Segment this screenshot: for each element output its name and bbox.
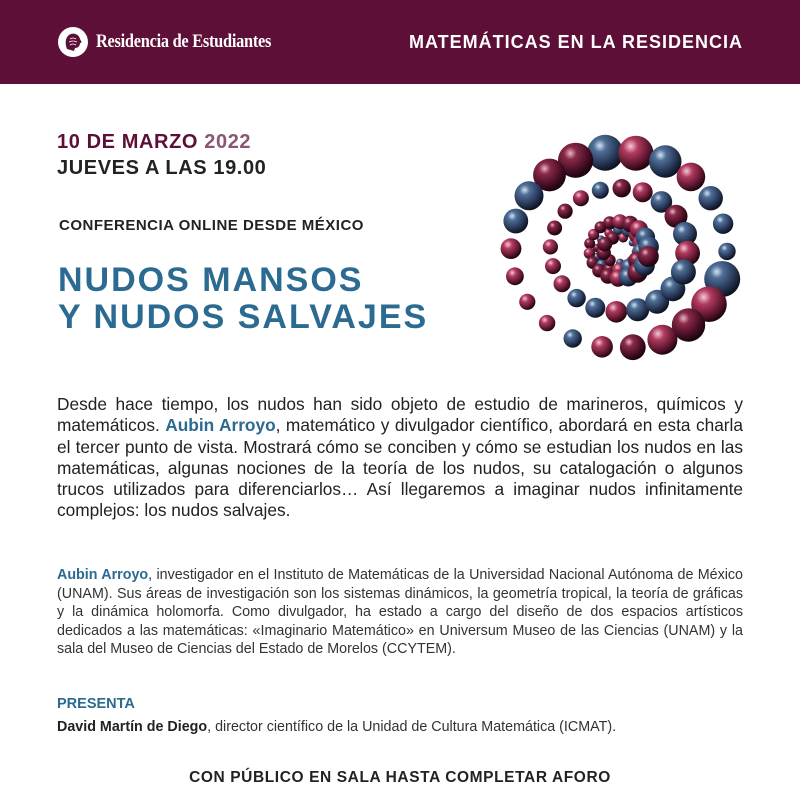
- head-profile-icon: [58, 27, 88, 57]
- event-title-line2: Y NUDOS SALVAJES: [58, 298, 429, 336]
- description-speaker-name: Aubin Arroyo: [165, 415, 276, 436]
- knot-bead: [539, 315, 555, 331]
- bio-speaker-name: Aubin Arroyo: [57, 567, 149, 583]
- event-format: CONFERENCIA ONLINE DESDE MÉXICO: [59, 217, 364, 234]
- logo-text: Residencia de Estudiantes: [96, 31, 272, 52]
- knot-bead: [585, 298, 605, 318]
- knot-bead: [587, 135, 623, 171]
- knot-bead: [506, 267, 524, 285]
- knot-bead: [718, 243, 735, 260]
- knot-bead: [618, 136, 653, 171]
- knot-bead: [613, 179, 631, 197]
- bio-text: , investigador en el Instituto de Matemáticas de la Universidad Nacional Autónoma de México (UNAM). Sus áreas de investigación son los sistemas dinámicos, la geometría tropical, la teoría de gráficas y la dinámica holomorfa. Como divulgador, ha estado a cargo del diseño de dos espacios artísticos dedicados a las matemáticas: «Imaginario Matemático» en Universum Museo de las Ciencias (UNAM) y la sala del Museo de Ciencias del Estado de Morelos (CCYTEM).: [57, 567, 744, 658]
- event-title: [58, 262, 428, 336]
- knot-bead: [567, 289, 585, 307]
- knot-bead: [554, 275, 571, 292]
- knot-bead: [677, 163, 706, 192]
- presenter-name: David Martín de Diego: [57, 719, 208, 735]
- knot-bead: [649, 145, 681, 177]
- knot-bead: [519, 294, 535, 310]
- knot-bead: [592, 182, 609, 199]
- knot-bead: [647, 325, 677, 355]
- series-title: MATEMÁTICAS EN LA RESIDENCIA: [409, 32, 743, 52]
- knot-bead: [503, 209, 528, 234]
- knot-bead: [671, 260, 696, 285]
- description-text-2: , matemático y divulgador científico, abordará en esta charla el tercer punto de vista. Mostrará cómo se conciben y cómo se estudian los nudos en las matemáticas, algunas nociones de la teoría de los nudos, su catalogación o algunos trucos utilizados para diferenciarlos… Así llegaremos a imaginar nudos infinitamente complejos: los nudos salvajes.: [57, 415, 744, 521]
- knot-bead: [543, 239, 558, 254]
- event-date-year: 2022: [204, 131, 252, 153]
- speaker-bio: [57, 566, 743, 659]
- knot-bead: [606, 301, 628, 323]
- event-date: [57, 131, 251, 154]
- presenta-text: [57, 719, 616, 735]
- knot-bead: [699, 186, 723, 210]
- bead-knot-illustration: [488, 128, 750, 373]
- presenter-role: , director científico de la Unidad de Cultura Matemática (ICMAT).: [207, 719, 617, 735]
- event-date-day: 10 DE MARZO: [57, 131, 199, 153]
- header-banner: [0, 0, 800, 84]
- event-time: JUEVES A LAS 19.00: [57, 157, 267, 179]
- residencia-logo[interactable]: [58, 27, 300, 57]
- knot-bead: [558, 204, 573, 219]
- knot-bead: [573, 190, 589, 206]
- event-description: [57, 394, 743, 522]
- footer-note: CON PÚBLICO EN SALA HASTA COMPLETAR AFORO: [189, 769, 611, 786]
- knot-bead: [515, 181, 544, 210]
- knot-bead: [564, 329, 582, 347]
- knot-bead: [501, 238, 522, 259]
- knot-bead: [620, 334, 646, 360]
- knot-bead: [547, 221, 562, 236]
- description-text-1: Desde hace tiempo, los nudos han sido objeto de estudio de marineros, químicos y matemáticos.: [57, 394, 743, 436]
- event-title-line1: NUDOS MANSOS: [58, 261, 364, 299]
- knot-bead: [638, 246, 659, 267]
- presenta-label: PRESENTA: [57, 696, 135, 712]
- knot-bead: [633, 182, 653, 202]
- knot-bead: [713, 214, 733, 234]
- knot-bead: [591, 336, 613, 358]
- knot-bead: [597, 237, 612, 252]
- knot-bead: [545, 258, 561, 274]
